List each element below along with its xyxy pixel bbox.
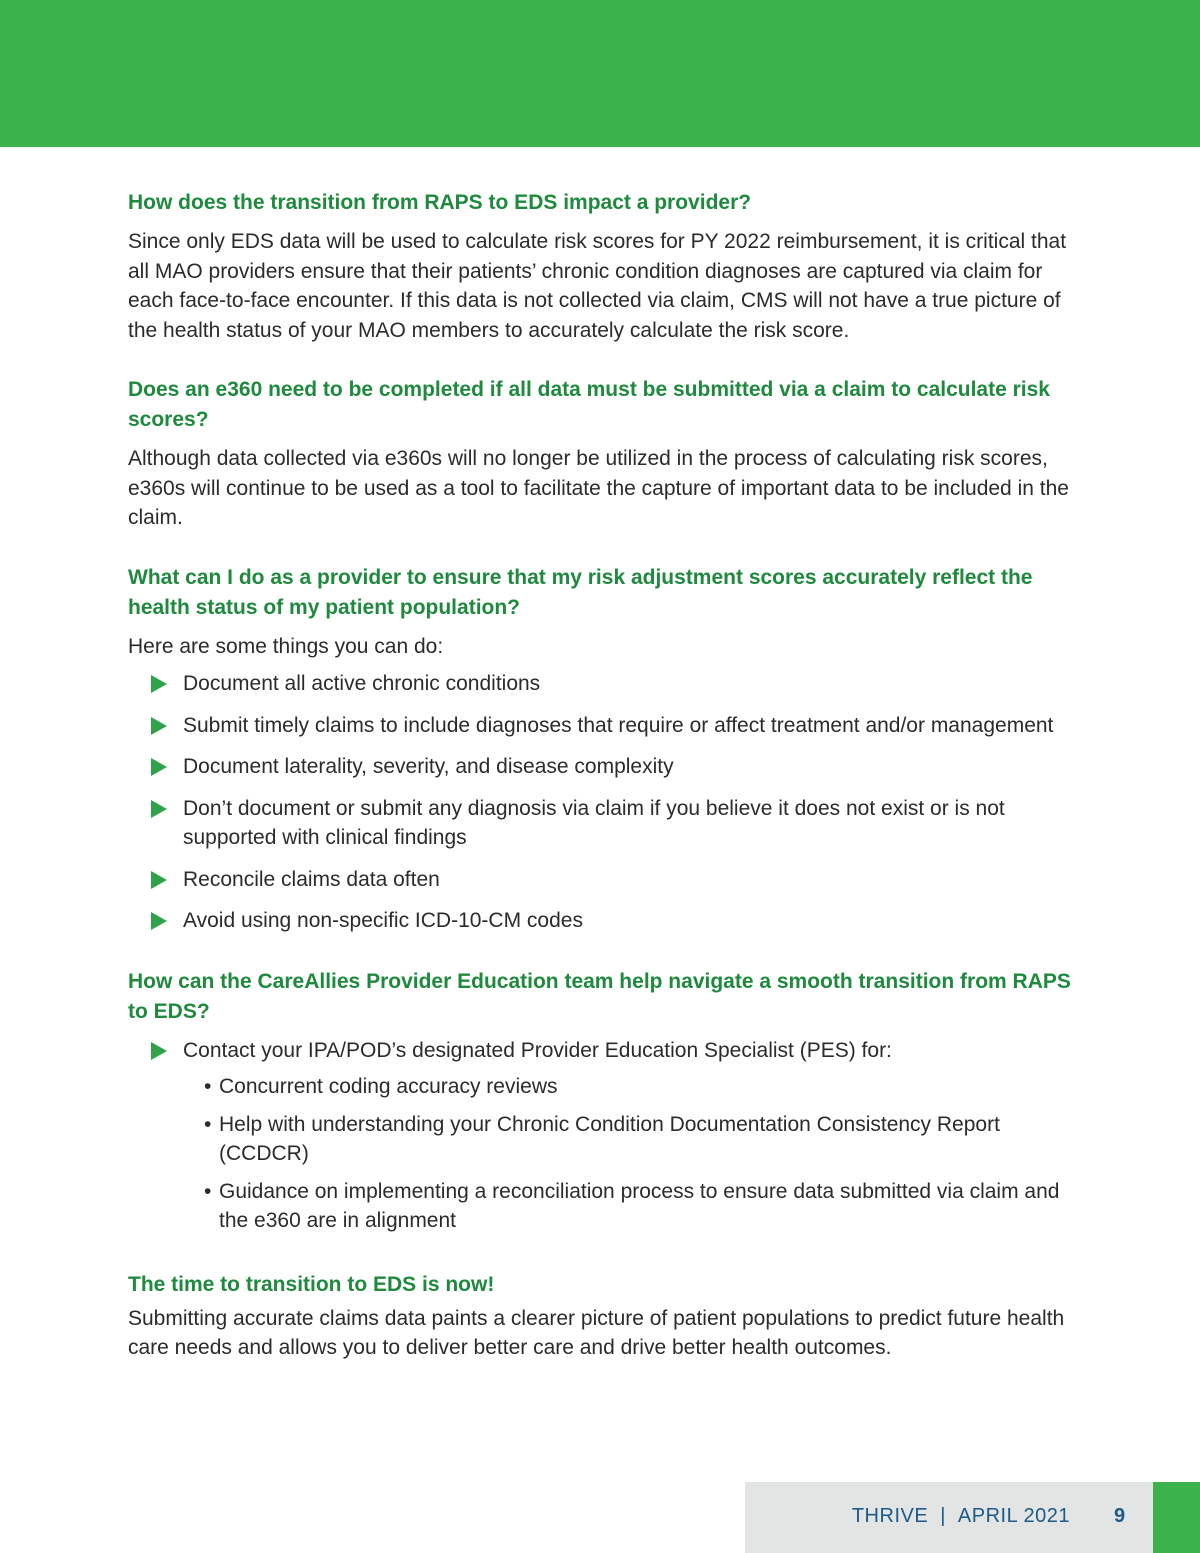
list-item: Document all active chronic conditions: [128, 669, 1088, 699]
answer-paragraph: Although data collected via e360s will no longer be utilized in the process of calculating risk scores, e360s will continue to be used as a tool to facilitate the capture of important data to be included in the claim.: [128, 447, 1069, 529]
section-raps-to-eds-impact: [128, 188, 1088, 345]
answer-paragraph: Submitting accurate claims data paints a clearer picture of patient populations to predict future health care needs and allows you to deliver better care and drive better health outcomes.: [128, 1306, 1065, 1359]
footer-separator: |: [940, 1505, 946, 1527]
list-item: Document laterality, severity, and disease complexity: [128, 752, 1088, 782]
section-e360-requirement: [128, 375, 1088, 533]
dot-bullet-icon: •: [204, 1179, 212, 1203]
list-item: Don’t document or submit any diagnosis via claim if you believe it does not exist or is not supported with clinical findings: [128, 794, 1088, 853]
triangle-bullet-icon: [151, 675, 167, 693]
header-band: [0, 0, 1200, 147]
sub-list: [183, 1072, 1088, 1236]
question-heading: How does the transition from RAPS to EDS impact a provider?: [128, 191, 752, 214]
sub-list-item: • Guidance on implementing a reconciliation process to ensure data submitted via claim and the e360 are in alignment: [183, 1177, 1088, 1236]
triangle-bullet-icon: [151, 912, 167, 930]
support-list: [128, 1036, 1088, 1236]
answer-paragraph: Since only EDS data will be used to calculate risk scores for PY 2022 reimbursement, it is critical that all MAO providers ensure that their patients’ chronic condition diagnoses are captured via claim for each face-to-face encounter. If this data is not collected via claim, CMS will not have a true picture of the health status of your MAO members to accurately calculate the risk score.: [128, 230, 1067, 342]
intro-text: Here are some things you can do:: [128, 634, 444, 658]
question-heading: How can the CareAllies Provider Education team help navigate a smooth transition from RAPS to EDS?: [128, 969, 1071, 1023]
triangle-bullet-icon: [151, 1042, 167, 1060]
list-item: Avoid using non-specific ICD-10-CM codes: [128, 906, 1088, 936]
triangle-bullet-icon: [151, 800, 167, 818]
action-list: [128, 669, 1088, 936]
triangle-bullet-icon: [151, 717, 167, 735]
section-transition-now: [128, 1270, 1088, 1363]
triangle-bullet-icon: [151, 758, 167, 776]
question-heading: The time to transition to EDS is now!: [128, 1272, 495, 1296]
sub-list-item: • Help with understanding your Chronic Condition Documentation Consistency Report (CCDCR): [183, 1110, 1088, 1169]
page-number: 9: [1114, 1505, 1126, 1527]
footer-publication: [852, 1505, 1070, 1528]
list-item: Contact your IPA/POD’s designated Provider Education Specialist (PES) for: • Concurrent coding accuracy reviews • Help with understanding your Chronic Condition Documentation Consistency Report (CCDCR) • Guidance on implementing a reconciliation process to ensure data submitted via claim and the e360 are in alignment: [128, 1036, 1088, 1236]
article-body: [128, 188, 1088, 1363]
issue-date: APRIL 2021: [957, 1505, 1070, 1527]
dot-bullet-icon: •: [204, 1112, 212, 1136]
list-item: Reconcile claims data often: [128, 865, 1088, 895]
sub-list-item: • Concurrent coding accuracy reviews: [183, 1072, 1088, 1102]
triangle-bullet-icon: [151, 871, 167, 889]
list-item: Submit timely claims to include diagnoses that require or affect treatment and/or management: [128, 711, 1088, 741]
section-provider-education-team: [128, 967, 1088, 1236]
footer-accent-block: [1153, 1482, 1200, 1553]
question-heading: What can I do as a provider to ensure that my risk adjustment scores accurately reflect the health status of my patient population?: [128, 565, 1033, 619]
section-provider-actions: [128, 563, 1088, 936]
question-heading: Does an e360 need to be completed if all data must be submitted via a claim to calculate risk scores?: [128, 378, 1050, 431]
publication-name: THRIVE: [851, 1505, 929, 1527]
dot-bullet-icon: •: [204, 1075, 212, 1098]
